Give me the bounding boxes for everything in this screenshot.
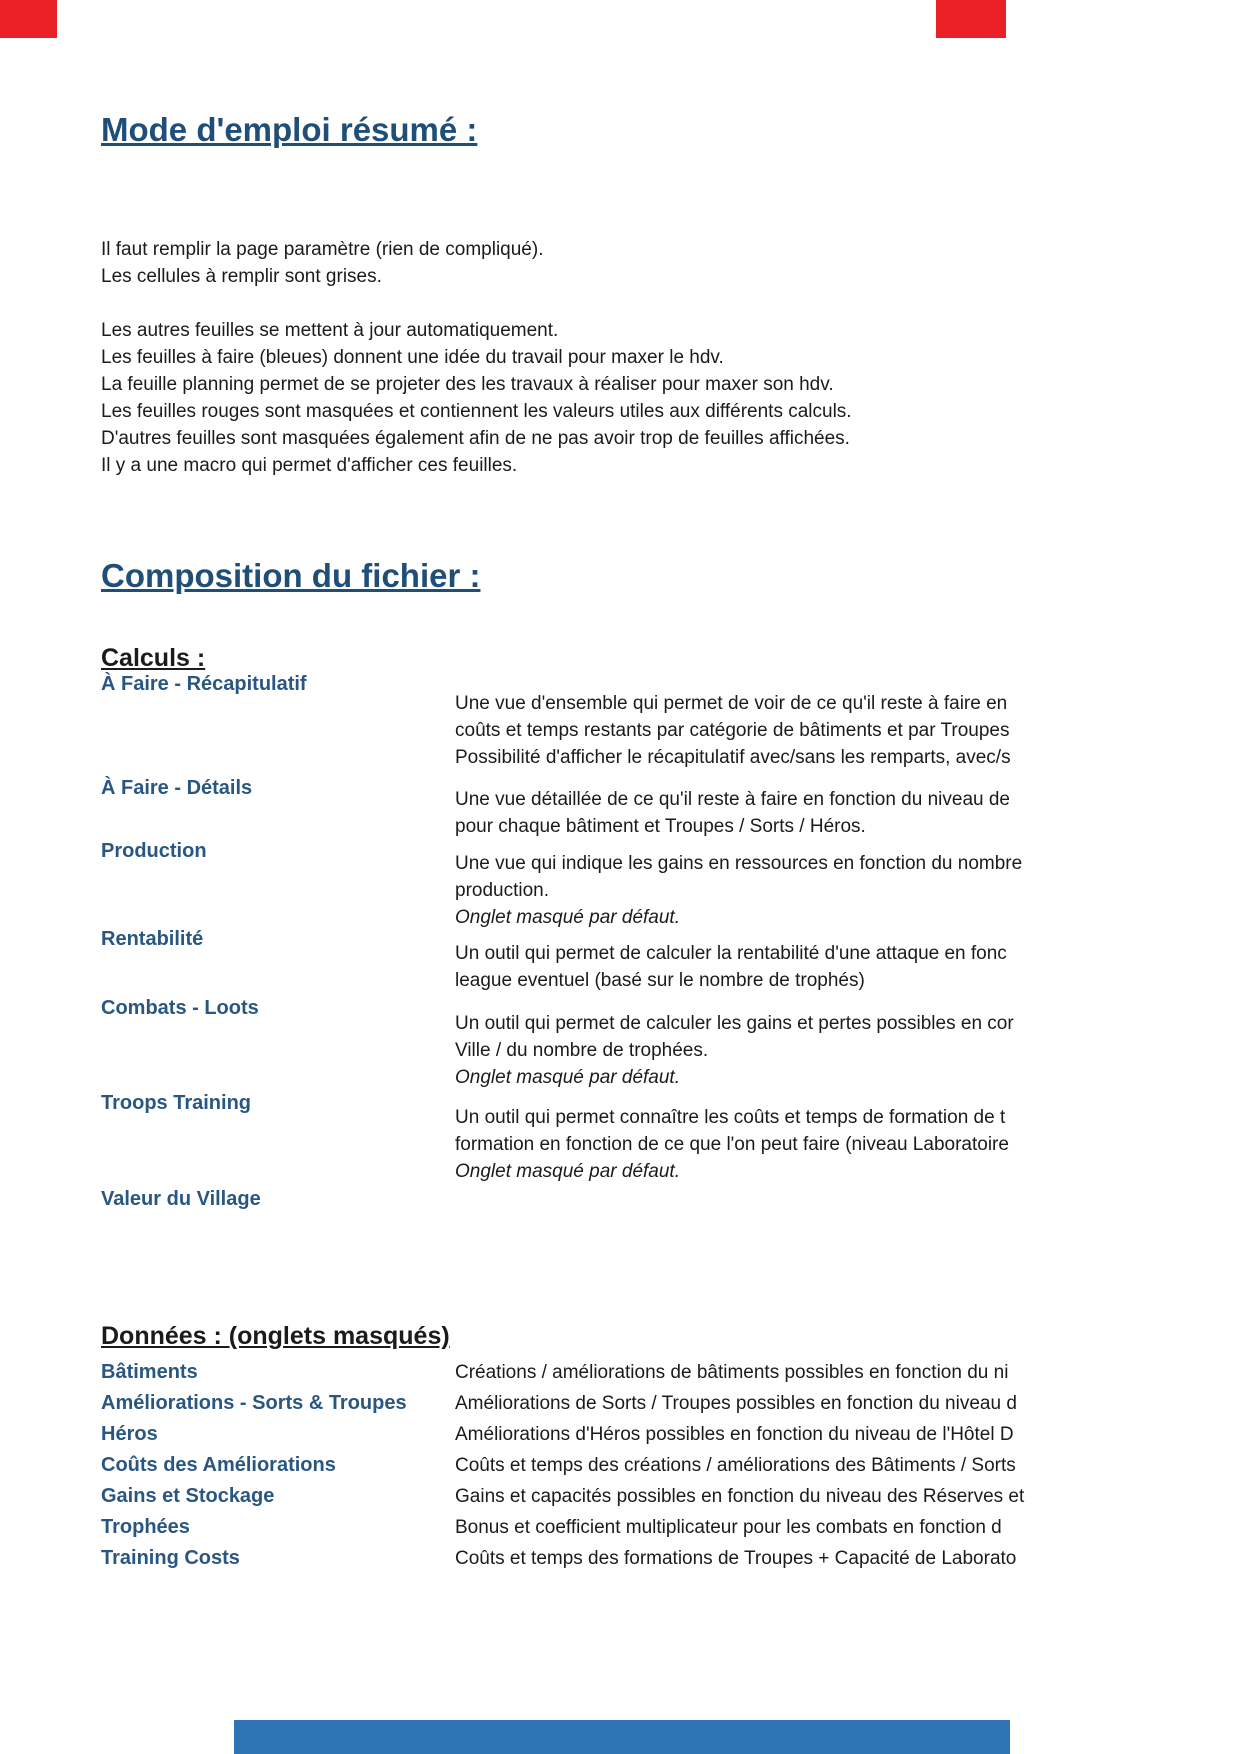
description-line: production. [455, 880, 550, 901]
description-line: Une vue qui indique les gains en ressources en fonction du nombre [455, 853, 1023, 874]
blue-bar-fragment-bottom [234, 1720, 1010, 1754]
sheet-label-rentabilite: Rentabilité [101, 928, 204, 950]
description-line: Possibilité d'afficher le récapitulatif avec/sans les remparts, avec/s [455, 747, 1011, 768]
sheet-description [455, 1421, 1067, 1448]
sheet-label-ameliorations-sorts-troupes: Améliorations - Sorts & Troupes [101, 1392, 407, 1414]
sheet-description [455, 1359, 1067, 1386]
intro-line: D'autres feuilles sont masquées également afin de ne pas avoir trop de feuilles affichées. [101, 428, 850, 449]
description-line: Gains et capacités possibles en fonction du niveau des Réserves et [455, 1486, 1025, 1507]
description-line: Un outil qui permet de calculer la rentabilité d'une attaque en fonc [455, 943, 1007, 964]
sheet-label-combats-loots: Combats - Loots [101, 997, 259, 1019]
sheet-label-gains-et-stockage: Gains et Stockage [101, 1485, 275, 1507]
heading-mode-demploi: Mode d'emploi résumé : [101, 111, 478, 148]
description-line-italic: Onglet masqué par défaut. [455, 1161, 680, 1182]
description-line: Coûts et temps des formations de Troupes + Capacité de Laborato [455, 1548, 1017, 1569]
sheet-description [455, 1452, 1067, 1479]
intro-line [101, 290, 852, 317]
sheet-label-troops-training: Troops Training [101, 1092, 252, 1114]
sheet-label-a-faire-recapitulatif: À Faire - Récapitulatif [101, 673, 307, 695]
sheet-description [455, 1514, 1067, 1541]
description-line: pour chaque bâtiment et Troupes / Sorts / Héros. [455, 816, 866, 837]
description-line: Une vue détaillée de ce qu'il reste à faire en fonction du niveau de [455, 789, 1010, 810]
description-line: Améliorations de Sorts / Troupes possibles en fonction du niveau d [455, 1393, 1017, 1414]
intro-line: Les feuilles à faire (bleues) donnent une idée du travail pour maxer le hdv. [101, 347, 724, 368]
sheet-description [455, 1104, 1067, 1185]
sheet-label-trophees: Trophées [101, 1516, 190, 1538]
sheet-label-a-faire-details: À Faire - Détails [101, 777, 253, 799]
red-fragment-top-left [0, 0, 57, 38]
description-line: coûts et temps restants par catégorie de bâtiments et par Troupes [455, 720, 1010, 741]
section-heading-calculs: Calculs : [101, 644, 206, 672]
intro-line: Il y a une macro qui permet d'afficher ces feuilles. [101, 455, 518, 476]
sheet-description [455, 1483, 1067, 1510]
sheet-description [455, 940, 1067, 994]
description-line-italic: Onglet masqué par défaut. [455, 907, 680, 928]
description-line: Une vue d'ensemble qui permet de voir de ce qu'il reste à faire en [455, 693, 1008, 714]
description-line: Bonus et coefficient multiplicateur pour les combats en fonction d [455, 1517, 1002, 1538]
sheet-description [455, 1390, 1067, 1417]
intro-line: Les feuilles rouges sont masquées et contiennent les valeurs utiles aux différents calculs. [101, 401, 852, 422]
sheet-label-training-costs: Training Costs [101, 1547, 240, 1569]
intro-line: Il faut remplir la page paramètre (rien de compliqué). [101, 239, 544, 260]
sheet-description [455, 786, 1067, 840]
intro-paragraph [101, 236, 852, 479]
sheet-description [455, 690, 1067, 771]
description-line: Coûts et temps des créations / améliorations des Bâtiments / Sorts [455, 1455, 1016, 1476]
heading-composition: Composition du fichier : [101, 557, 481, 594]
intro-line: Les cellules à remplir sont grises. [101, 266, 382, 287]
description-line: Un outil qui permet de calculer les gains et pertes possibles en cor [455, 1013, 1014, 1034]
sheet-description [455, 1010, 1067, 1091]
description-line: Ville / du nombre de trophées. [455, 1040, 709, 1061]
sheet-description [455, 850, 1067, 931]
sheet-label-production: Production [101, 840, 207, 862]
sheet-label-couts-des-ameliorations: Coûts des Améliorations [101, 1454, 336, 1476]
sheet-label-heros: Héros [101, 1423, 158, 1445]
description-line: Un outil qui permet connaître les coûts et temps de formation de t [455, 1107, 1006, 1128]
red-fragment-top-right [936, 0, 1006, 38]
description-line: league eventuel (basé sur le nombre de trophés) [455, 970, 865, 991]
sheet-label-batiments: Bâtiments [101, 1361, 198, 1383]
intro-line: Les autres feuilles se mettent à jour automatiquement. [101, 320, 559, 341]
description-line: Améliorations d'Héros possibles en fonction du niveau de l'Hôtel D [455, 1424, 1014, 1445]
sheet-label-valeur-du-village: Valeur du Village [101, 1188, 261, 1210]
description-line-italic: Onglet masqué par défaut. [455, 1067, 680, 1088]
description-line: Créations / améliorations de bâtiments possibles en fonction du ni [455, 1362, 1009, 1383]
section-heading-donnees: Données : (onglets masqués) [101, 1322, 450, 1350]
description-line: formation en fonction de ce que l'on peut faire (niveau Laboratoire [455, 1134, 1009, 1155]
intro-line: La feuille planning permet de se projeter des les travaux à réaliser pour maxer son hdv. [101, 374, 834, 395]
sheet-description [455, 1545, 1067, 1572]
